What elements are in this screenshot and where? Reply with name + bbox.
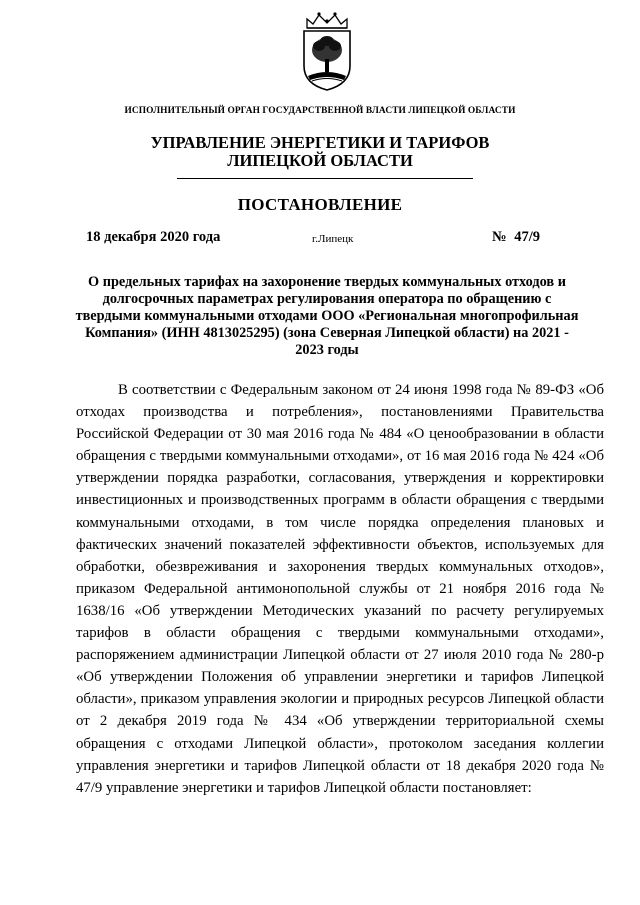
org-name: ИСПОЛНИТЕЛЬНЫЙ ОРГАН ГОСУДАРСТВЕННОЙ ВЛАСТИ ЛИПЕЦКОЙ ОБЛАСТИ — [124, 106, 516, 116]
document-date: 18 декабря 2020 года — [86, 229, 221, 245]
document-city: г.Липецк — [312, 233, 354, 245]
document-body: В соответствии с Федеральным законом от 24 июня 1998 года № 89-ФЗ «Об отходах производства и потребления», постановлениями Правительства Российской Федерации от 30 мая 2016 года № 484 «О ценообразовании в области обращения с твердыми коммунальными отходами», от 16 мая 2016 года № 424 «Об утверждении порядка разработки, согласования, утверждения и корректировки инвестиционных и производственных программ в области обращения с твердыми коммунальными отходами, в том числе порядка определения плановых и фактических значений показателей эффективности объектов, используемых для обработки, обезвреживания и захоронения твердых коммунальных отходов», приказом Федеральной антимонопольной службы от 21 ноября 2016 года № 1638/16 «Об утверждении Методических указаний по расчету регулируемых тарифов в области обращения с твердыми коммунальными отходами», распоряжением администрации Липецкой области от 27 июля 2010 года № 280-р «Об утверждении Положения об управлении энергетики и тарифов Липецкой области», приказом управления экологии и природных ресурсов Липецкой области от 2 декабря 2019 года № 434 «Об утверждении территориальной схемы обращения с отходами Липецкой области», протоколом заседания коллегии управления энергетики и тарифов Липецкой области от 18 декабря 2020 года № 47/9 управление энергетики и тарифов Липецкой области постановляет: — [76, 382, 604, 796]
document-type: ПОСТАНОВЛЕНИЕ — [237, 195, 403, 214]
header-divider — [177, 178, 473, 179]
department-line-1: УПРАВЛЕНИЕ ЭНЕРГЕТИКИ И ТАРИФОВ — [150, 133, 490, 152]
coat-of-arms-icon — [298, 10, 356, 92]
document-number: № 47/9 — [492, 229, 540, 245]
department-name — [0, 134, 640, 170]
document-title: О предельных тарифах на захоронение твердых коммунальных отходов и долгосрочных параметрах регулирования оператора по обращению с твердыми коммунальными отходами ООО «Региональная многопрофильная Компания» (ИНН 4813025295) (зона Северная Липецкой области) на 2021 - 2023 годы — [75, 274, 579, 358]
department-line-2: ЛИПЕЦКОЙ ОБЛАСТИ — [227, 151, 413, 170]
